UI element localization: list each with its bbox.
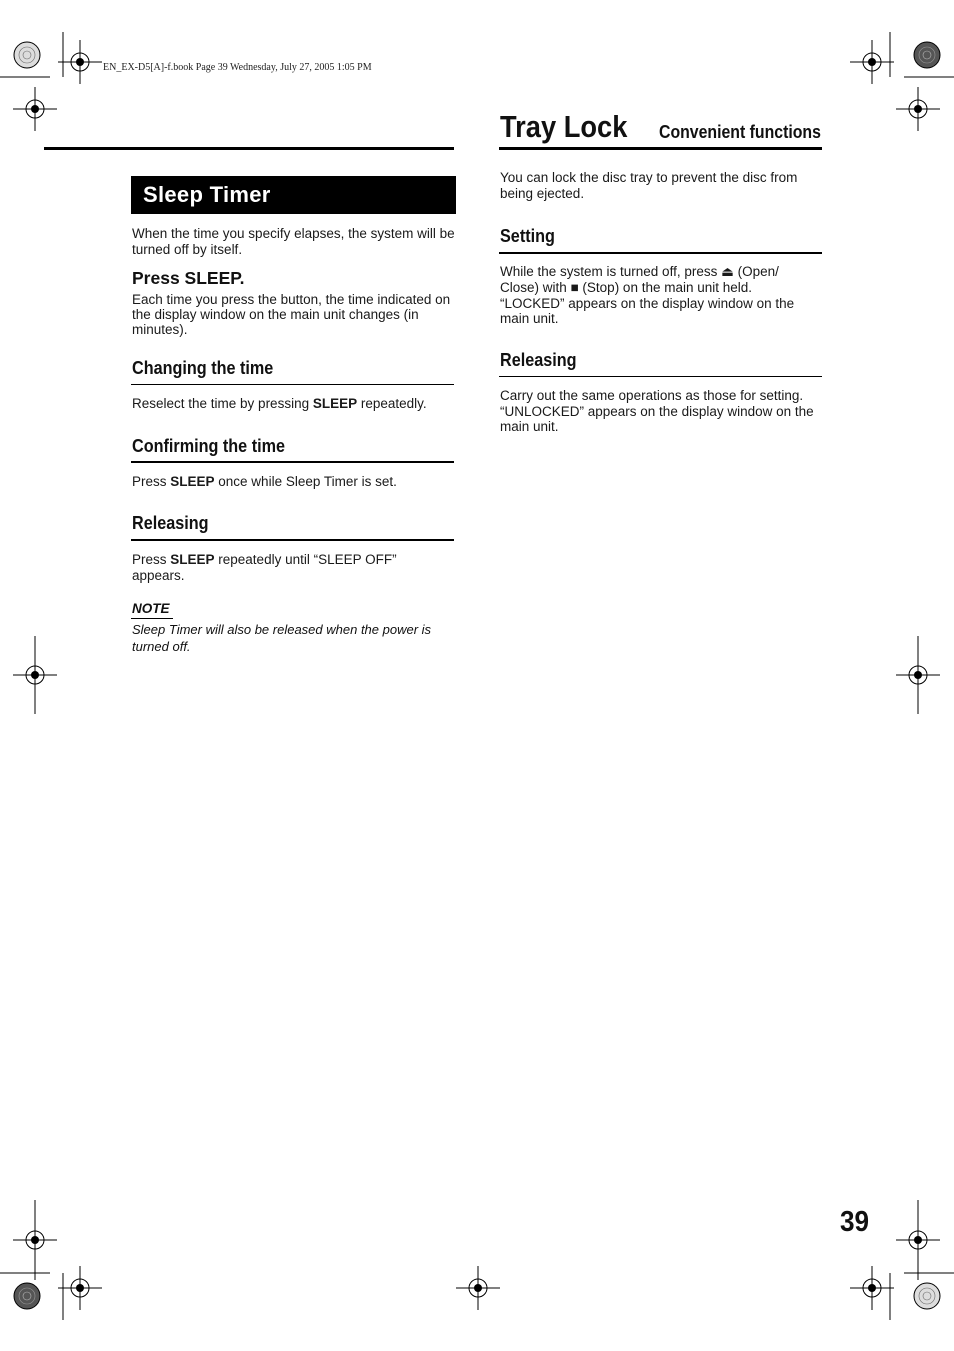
setting-text — [500, 264, 822, 326]
note-rule — [131, 618, 173, 619]
sleep-timer-intro: When the time you specify elapses, the system will be turned off by itself. — [132, 226, 455, 257]
changing-time-text: Reselect the time by pressing SLEEP repeatedly. — [132, 396, 427, 411]
convenient-functions-label: Convenient functions — [659, 122, 821, 142]
color-wheel-top-left — [14, 42, 40, 68]
sleep-releasing-rule — [131, 539, 454, 541]
sleep-releasing-heading: Releasing — [132, 513, 209, 533]
file-info-header: EN_EX-D5[A]-f.book Page 39 Wednesday, July 27, 2005 1:05 PM — [103, 62, 372, 73]
tray-releasing-text — [500, 388, 824, 434]
tray-releasing-text-1: Carry out the same operations as those for setting. — [500, 388, 804, 403]
confirming-time-rule — [131, 461, 454, 463]
setting-text-2: “LOCKED” appears on the display window on the main unit. — [500, 296, 795, 326]
confirming-time-heading: Confirming the time — [132, 436, 285, 456]
color-wheel-bottom-right — [914, 1283, 940, 1309]
tray-releasing-heading: Releasing — [500, 350, 577, 370]
tray-releasing-text-2: “UNLOCKED” appears on the display window on the main unit. — [500, 404, 814, 434]
setting-rule — [499, 252, 822, 254]
setting-heading: Setting — [500, 226, 555, 246]
press-sleep-heading: Press SLEEP. — [132, 268, 245, 288]
left-top-rule — [44, 147, 454, 150]
note-text: Sleep Timer will also be released when the power is turned off. — [132, 622, 432, 654]
sleep-timer-title: Sleep Timer — [131, 176, 456, 214]
note-label: NOTE — [132, 601, 170, 616]
confirming-time-text: Press SLEEP once while Sleep Timer is set. — [132, 474, 397, 489]
press-sleep-text: Each time you press the button, the time indicated on the display window on the main unit changes (in minutes). — [132, 292, 451, 337]
tray-lock-title: Tray Lock — [500, 109, 628, 144]
page-number: 39 — [840, 1206, 870, 1238]
tray-releasing-rule — [499, 376, 822, 377]
right-top-rule — [499, 147, 822, 150]
setting-text-1: While the system is turned off, press ⏏ (Open/ Close) with ■ (Stop) on the main unit held. — [500, 264, 779, 295]
sleep-releasing-text: Press SLEEP repeatedly until “SLEEP OFF” appears. — [132, 552, 397, 583]
changing-time-rule — [131, 384, 454, 385]
color-wheel-bottom-left — [14, 1283, 40, 1309]
color-wheel-top-right — [914, 42, 940, 68]
tray-lock-intro: You can lock the disc tray to prevent the disc from being ejected. — [500, 170, 798, 201]
changing-time-heading: Changing the time — [132, 358, 274, 378]
